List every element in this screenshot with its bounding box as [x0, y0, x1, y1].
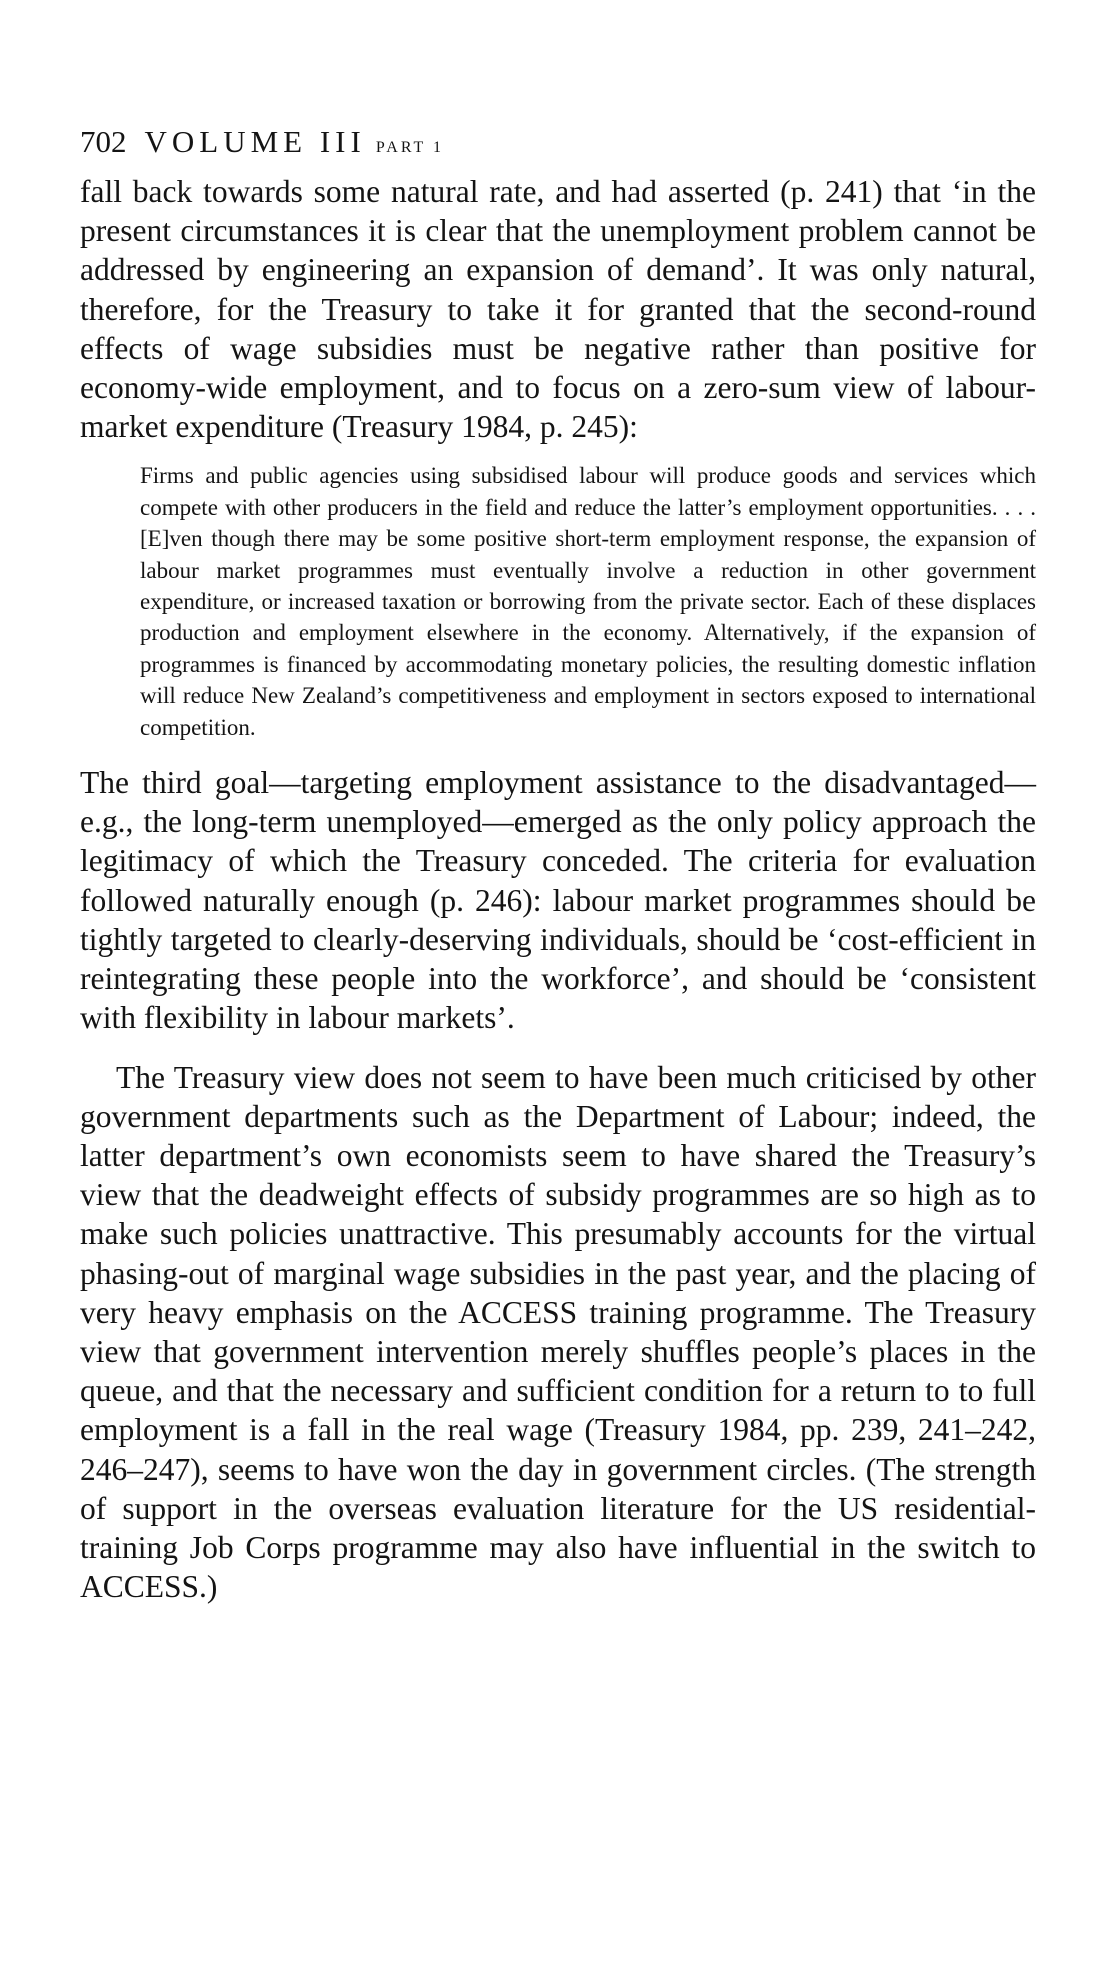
paragraph-continued: fall back towards some natural rate, and had asserted (p. 241) that ‘in the present circumstances it is clear that the unemployment problem cannot be addressed by engineering an expansion of demand’. It was only natural, therefore, for the Treasury to take it for granted that the second-round effects of wage subsidies must be negative rather than positive for economy-wide employment, and to focus on a zero-sum view of labour-market expenditure (Treasury 1984, p. 245): [80, 174, 1036, 445]
block-quote: Firms and public agencies using subsidised labour will produce goods and services which compete with other producers in the field and reduce the latter’s employment opportunities. . . . [E]ven though there may be some positive short-term employment response, the expansion of labour market programmes must eventually involve a reduction in other government expenditure, or increased taxation or borrowing from the private sector. Each of these displaces production and employment elsewhere in the economy. Alternatively, if the expansion of programmes is financed by accommodating monetary policies, the resulting domestic inflation will reduce New Zealand’s competitiveness and employment in sectors exposed to international competition. [140, 463, 1036, 740]
paragraph-treasury-view: The Treasury view does not seem to have been much criticised by other government departments such as the Department of Labour; indeed, the latter department’s own economists seem to have shared the Treasury’s view that the deadweight effects of subsidy programmes are so high as to make such policies unattractive. This presumably accounts for the virtual phasing-out of marginal wage subsidies in the past year, and the placing of very heavy emphasis on the ACCESS training programme. The Treasury view that government intervention merely shuffles people’s places in the queue, and that the necessary and sufficient condition for a return to to full employment is a fall in the real wage (Treasury 1984, pp. 239, 241–242, 246–247), seems to have won the day in government circles. (The strength of support in the overseas evaluation literature for the US residential-training Job Corps programme may also have influential in the switch to ACCESS.) [80, 1059, 1036, 1605]
paragraph-third-goal: The third goal—targeting employment assistance to the disadvantaged—e.g., the long-term unemployed—emerged as the only policy approach the legitimacy of which the Treasury conceded. The criteria for evaluation followed naturally enough (p. 246): labour market programmes should be tightly targeted to clearly-deserving individuals, should be ‘cost-efficient in reintegrating these people into the workforce’, and should be ‘consistent with flexibility in labour markets’. [80, 765, 1036, 1036]
part-label: PART 1 [375, 139, 445, 156]
page-number: 702 [80, 124, 127, 159]
volume-label: VOLUME III [144, 124, 366, 159]
running-head [80, 118, 1036, 166]
book-page [80, 118, 1036, 1606]
